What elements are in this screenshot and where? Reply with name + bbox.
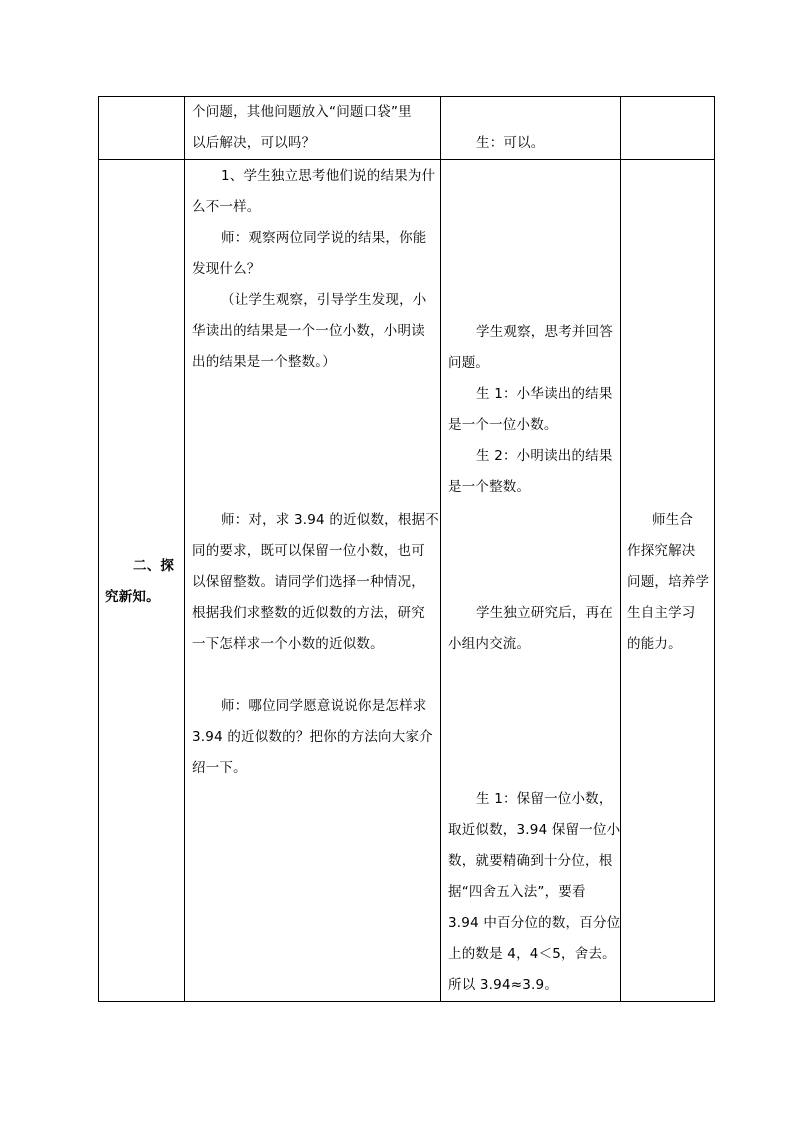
intent-text: 问题，培养学 (627, 574, 710, 590)
student-text: 学生独立研究后，再在 (476, 605, 613, 621)
intent-text: 师生合 (652, 512, 694, 528)
student-text: 据“四舍五入法”，要看 (448, 884, 586, 900)
student-text: 生 1：小华读出的结果 (476, 386, 613, 402)
student-text: 3.94 中百分位的数，百分位 (448, 915, 621, 931)
teacher-text: 华读出的结果是一个一位小数，小明读 (192, 323, 425, 339)
teacher-text: 以后解决，可以吗？ (192, 135, 316, 151)
teacher-text: 绍一下。 (192, 760, 247, 776)
table-border-top (98, 96, 715, 97)
teacher-text: 出的结果是一个整数。） (192, 354, 336, 370)
teacher-text: 个问题，其他问题放入“问题口袋”里 (192, 104, 412, 120)
teacher-text: 3.94 的近似数的？把你的方法向大家介 (192, 729, 433, 745)
student-text: 是一个整数。 (448, 479, 531, 495)
column-divider-1 (184, 96, 185, 1002)
teacher-text: 同的要求，既可以保留一位小数，也可 (192, 543, 425, 559)
student-text: 小组内交流。 (448, 636, 531, 652)
teacher-text: 以保留整数。请同学们选择一种情况， (192, 574, 425, 590)
row-divider (98, 159, 715, 160)
student-text: 生：可以。 (476, 135, 545, 151)
student-text: 是一个一位小数。 (448, 417, 558, 433)
teacher-text: 师：哪位同学愿意说说你是怎样求 (221, 698, 427, 714)
column-divider-2 (440, 96, 441, 1002)
intent-text: 作探究解决 (627, 543, 696, 559)
teacher-text: 师：观察两位同学说的结果，你能 (221, 230, 427, 246)
student-text: 取近似数，3.94 保留一位小 (448, 822, 621, 838)
student-text: 学生观察，思考并回答 (476, 324, 613, 340)
student-text: 生 1：保留一位小数， (476, 791, 613, 807)
student-text: 上的数是 4，4＜5，舍去。 (448, 946, 616, 962)
teacher-text: （让学生观察，引导学生发现，小 (221, 292, 427, 308)
student-text: 生 2：小明读出的结果 (476, 448, 613, 464)
student-text: 数，就要精确到十分位，根 (448, 853, 613, 869)
teacher-text: 1、学生独立思考他们说的结果为什 (221, 168, 436, 184)
intent-text: 生自主学习 (627, 605, 696, 621)
teacher-text: 发现什么？ (192, 261, 261, 277)
table-border-left (98, 96, 99, 1002)
table-border-right (714, 96, 715, 1002)
stage-title: 二、探 (133, 558, 175, 574)
table-border-bottom (98, 1001, 715, 1002)
teacher-text: 么不一样。 (192, 199, 261, 215)
column-divider-3 (620, 96, 621, 1002)
intent-text: 的能力。 (627, 636, 682, 652)
student-text: 所以 3.94≈3.9。 (448, 977, 559, 993)
stage-title: 究新知。 (105, 589, 160, 605)
student-text: 问题。 (448, 355, 490, 371)
teacher-text: 根据我们求整数的近似数的方法，研究 (192, 605, 425, 621)
teacher-text: 一下怎样求一个小数的近似数。 (192, 636, 384, 652)
teacher-text: 师：对，求 3.94 的近似数，根据不 (221, 512, 439, 528)
